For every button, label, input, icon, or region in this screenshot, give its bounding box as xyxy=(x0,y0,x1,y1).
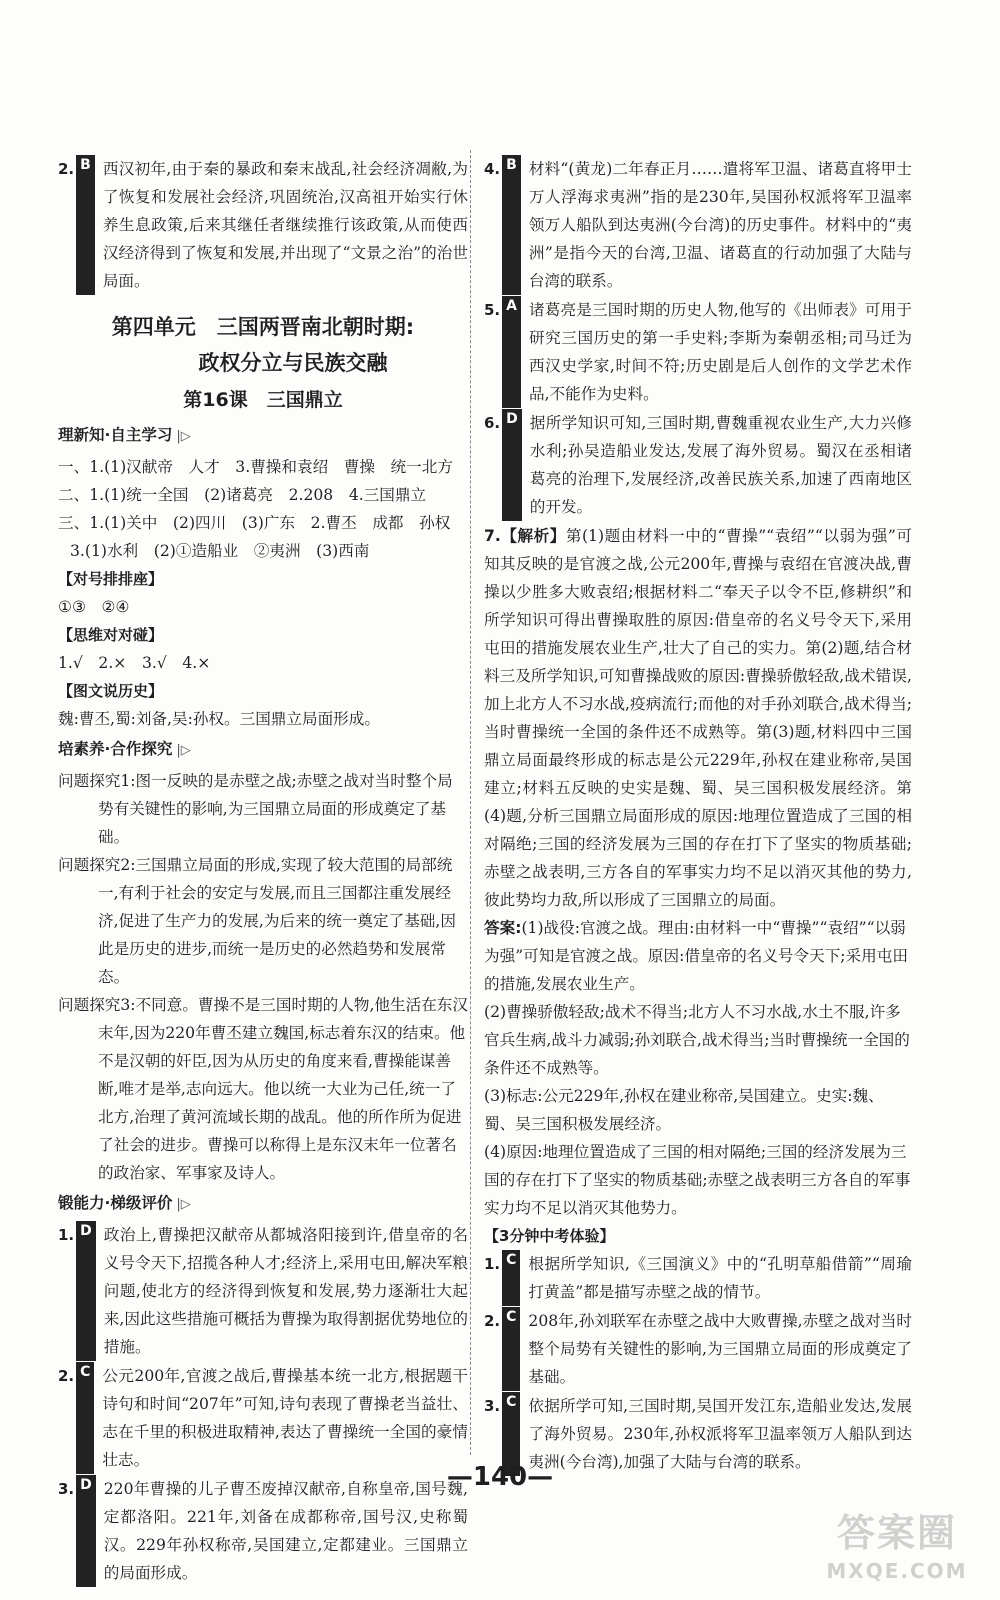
arrow-icon: |▷ xyxy=(176,429,191,444)
explore-3: 问题探究3:不同意。曹操不是三国时期的人物,他生活在东汉末年,因为220年曹丕建立魏国,标志着东汉的结束。他不是汉朝的奸臣,因为从历史的角度来看,曹操能谋善断,唯才是举,志向远大。他以统一大业为己任,统一了北方,治理了黄河流域长期的战乱。他的所作所为促进了社会的进步。曹操可以称得上是东汉末年一位著名的政治家、军事家及诗人。 xyxy=(58,996,468,1182)
tag-answer-2: 1.√ 2.× 3.√ 4.× xyxy=(58,654,211,672)
explanation-text: 据所学知识可知,三国时期,曹魏重视农业生产,大力兴修水利;孙吴造船业发达,发展了海外贸易。蜀汉在丞相诸葛亮的治理下,发展经济,改善民族关系,加速了西南地区的开发。 xyxy=(529,414,912,516)
item-number: 7. xyxy=(484,527,501,545)
exam-item xyxy=(484,1250,912,1306)
section-heading-2 xyxy=(58,735,468,765)
answer-4-line: (4)原因:地理位置造成了三国的相对隔绝;三国的经济发展为三国的存在打下了坚实的物质基础;赤壁之战表明三方各自的军事实力均不足以消灭其他势力。 xyxy=(484,1143,911,1217)
answer-letter-box: D xyxy=(502,409,522,521)
explore-1: 问题探究1:图一反映的是赤壁之战;赤壁之战对当时整个局势有关键性的影响,为三国鼎立局面的形成奠定了基础。 xyxy=(58,772,453,846)
answer-letter-box: D xyxy=(76,1221,96,1361)
answer-item xyxy=(58,1362,468,1474)
unit-title xyxy=(58,309,468,381)
right-column xyxy=(484,155,912,1477)
watermark-url: MXQE.COM xyxy=(826,1559,968,1583)
item-number: 2. xyxy=(58,160,75,178)
answer-item xyxy=(58,1221,468,1361)
explanation-text: 208年,孙刘联军在赤壁之战中大败曹操,赤壁之战对当时整个局势有关键性的影响,为三国鼎立局面的形成奠定了基础。 xyxy=(528,1312,912,1386)
watermark-text: 答案圈 xyxy=(836,1511,957,1555)
tag-answer-3: 魏:曹丕,蜀:刘备,吴:孙权。三国鼎立局面形成。 xyxy=(58,710,380,728)
section-heading-text: 锻能力·梯级评价 xyxy=(58,1194,173,1212)
item-number: 6. xyxy=(484,414,501,432)
answer-2-line: (2)曹操骄傲轻敌;战术不得当;北方人不习水战,水土不服,许多官兵生病,战斗力减弱;孙刘联合,战术得当;当时曹操统一全国的条件还不成熟等。 xyxy=(484,1003,910,1077)
section-heading-3 xyxy=(58,1189,468,1219)
section-heading-text: 理新知·自主学习 xyxy=(58,426,173,444)
column-divider xyxy=(470,150,471,1455)
answer-letter-box: C xyxy=(76,1362,94,1474)
item-number: 5. xyxy=(484,301,501,319)
item-number: 2. xyxy=(58,1367,75,1385)
section-heading-1 xyxy=(58,421,468,451)
answer-line-2: 二、1.(1)统一全国 (2)诸葛亮 2.208 4.三国鼎立 xyxy=(58,486,427,504)
page-number: —140— xyxy=(446,1462,554,1492)
explanation-text: 政治上,曹操把汉献帝从都城洛阳接到许,借皇帝的名义号令天下,招揽各种人才;经济上,采用屯田,解决军粮问题,使北方的经济得到恢复和发展,势力逐渐壮大起来,因此这些措施可概括为曹操为取得割据优势地位的措施。 xyxy=(103,1226,468,1356)
answer-item xyxy=(484,409,912,521)
arrow-icon: |▷ xyxy=(176,1197,191,1212)
explanation-text: 西汉初年,由于秦的暴政和秦末战乱,社会经济凋敝,为了恢复和发展社会经济,巩固统治,汉高祖开始实行休养生息政策,后来其继任者继续推行该政策,从而使西汉经济得到了恢复和发展,并出现了“文景之治”的治世局面。 xyxy=(102,160,468,290)
answer-item xyxy=(484,155,912,295)
answer-line-4: 3.(1)水利 (2)①造船业 ②夷洲 (3)西南 xyxy=(70,542,370,560)
answer-label: 答案: xyxy=(484,919,522,937)
analysis-text: 第(1)题由材料一中的“曹操”“袁绍”“以弱为强”可知其反映的是官渡之战,公元200年,曹操与袁绍在官渡决战,曹操以少胜多大败袁绍;根据材料二“奉天子以令不臣,修耕织”和所学知识可得出曹操取胜的原因:借皇帝的名义号令天下,采用屯田的措施发展农业生产,壮大了自己的实力。第(2)题,结合材料三及所学知识,可知曹操战败的原因:曹操骄傲轻敌,战术错误,加上北方人不习水战,疫病流行;而他的对手孙刘联合,战术得当;当时曹操统一全国的条件还不成熟等。第(3)题,材料四中三国鼎立局面最终形成的标志是公元229年,孙权在建业称帝,吴国建立;材料五反映的史实是魏、蜀、吴三国积极发展经济。第(4)题,分析三国鼎立局面形成的原因:地理位置造成了三国的相对隔绝;三国的经济发展为三国的存在打下了坚实的物质基础;赤壁之战表明,三方各自的军事实力均不足以消灭其他的势力,彼此势均力敌,所以形成了三国鼎立的局面。 xyxy=(484,527,912,909)
tag-heading-2: 【思维对对碰】 xyxy=(58,626,164,644)
tag-answer-1: ①③ ②④ xyxy=(58,598,130,616)
lesson-title: 第16课 三国鼎立 xyxy=(183,389,343,411)
item-number: 3. xyxy=(58,1480,75,1498)
answer-line-1: 一、1.(1)汉献帝 人才 3.曹操和袁绍 曹操 统一北方 xyxy=(58,458,453,476)
answer-letter-box: C xyxy=(502,1250,520,1306)
item-number: 1. xyxy=(58,1226,75,1244)
exam-item xyxy=(484,1307,912,1391)
tag-heading-3: 【图文说历史】 xyxy=(58,682,164,700)
watermark-logo xyxy=(812,1508,982,1592)
answer-letter-box: B xyxy=(502,155,521,295)
tag-heading-4: 【3分钟中考体验】 xyxy=(484,1227,615,1245)
explanation-text: 材料“(黄龙)二年春正月……遣将军卫温、诸葛直将甲士万人浮海求夷洲”指的是230年,吴国孙权派将军卫温率领万人船队到达夷洲(今台湾)的历史事件。材料中的“夷洲”是指今天的台湾,卫温、诸葛直的行动加强了大陆与台湾的联系。 xyxy=(528,160,912,290)
item-number: 4. xyxy=(484,160,501,178)
item-number: 2. xyxy=(484,1312,501,1330)
tag-heading-1: 【对号排排座】 xyxy=(58,570,164,588)
unit-title-line2: 政权分立与民族交融 xyxy=(198,351,388,375)
answer-line-3: 三、1.(1)关中 (2)四川 (3)广东 2.曹丕 成都 孙权 xyxy=(58,514,451,532)
item-number: 3. xyxy=(484,1397,501,1415)
unit-title-line1: 第四单元 三国两晋南北朝时期: xyxy=(111,315,415,339)
answer-letter-box: B xyxy=(76,155,95,295)
answer-letter-box: A xyxy=(502,296,521,408)
explanation-text: 根据所学知识,《三国演义》中的“孔明草船借箭”“周瑜打黄盖”都是描写赤壁之战的情节。 xyxy=(528,1255,912,1301)
left-column xyxy=(58,155,468,1588)
answer-item-2-top xyxy=(58,155,468,295)
explore-2: 问题探究2:三国鼎立局面的形成,实现了较大范围的局部统一,有利于社会的安定与发展,而且三国都注重发展经济,促进了生产力的发展,为后来的统一奠定了基础,因此是历史的进步,而统一是历史的必然趋势和发展常态。 xyxy=(58,856,456,986)
answer-text: (1)战役:官渡之战。理由:由材料一中“曹操”“袁绍”“以弱为强”可知是官渡之战。原因:借皇帝的名义号令天下;采用屯田的措施,发展农业生产。 xyxy=(484,919,908,993)
answer-1-line xyxy=(484,914,912,998)
answer-item xyxy=(484,296,912,408)
analysis-label: 【解析】 xyxy=(500,527,566,545)
explanation-text: 依据所学可知,三国时期,吴国开发江东,造船业发达,发展了海外贸易。230年,孙权派将军卫温率领万人船队到达夷洲(今台湾),加强了大陆与台湾的联系。 xyxy=(528,1397,912,1471)
explanation-text: 220年曹操的儿子曹丕废掉汉献帝,自称皇帝,国号魏,定都洛阳。221年,刘备在成都称帝,国号汉,史称蜀汉。229年孙权称帝,吴国建立,定都建业。三国鼎立的局面形成。 xyxy=(103,1480,468,1582)
explanation-text: 诸葛亮是三国时期的历史人物,他写的《出师表》可用于研究三国历史的第一手史料;李斯为秦朝丞相;司马迁为西汉史学家,时间不符;历史剧是后人创作的文学艺术作品,不能作为史料。 xyxy=(528,301,912,403)
answer-letter-box: D xyxy=(76,1475,96,1587)
answer-3-line: (3)标志:公元229年,孙权在建业称帝,吴国建立。史实:魏、蜀、吴三国积极发展经济。 xyxy=(484,1087,884,1133)
arrow-icon: |▷ xyxy=(176,743,191,758)
explanation-text: 公元200年,官渡之战后,曹操基本统一北方,根据题干诗句和时间“207年”可知,诗句表现了曹操老当益壮、志在千里的积极进取精神,表达了曹操统一全国的豪情壮志。 xyxy=(102,1367,468,1469)
question-7-analysis xyxy=(484,522,912,914)
answer-letter-box: C xyxy=(502,1392,520,1476)
answer-letter-box: C xyxy=(502,1307,520,1391)
section-heading-text: 培素养·合作探究 xyxy=(58,740,173,758)
item-number: 1. xyxy=(484,1255,501,1273)
